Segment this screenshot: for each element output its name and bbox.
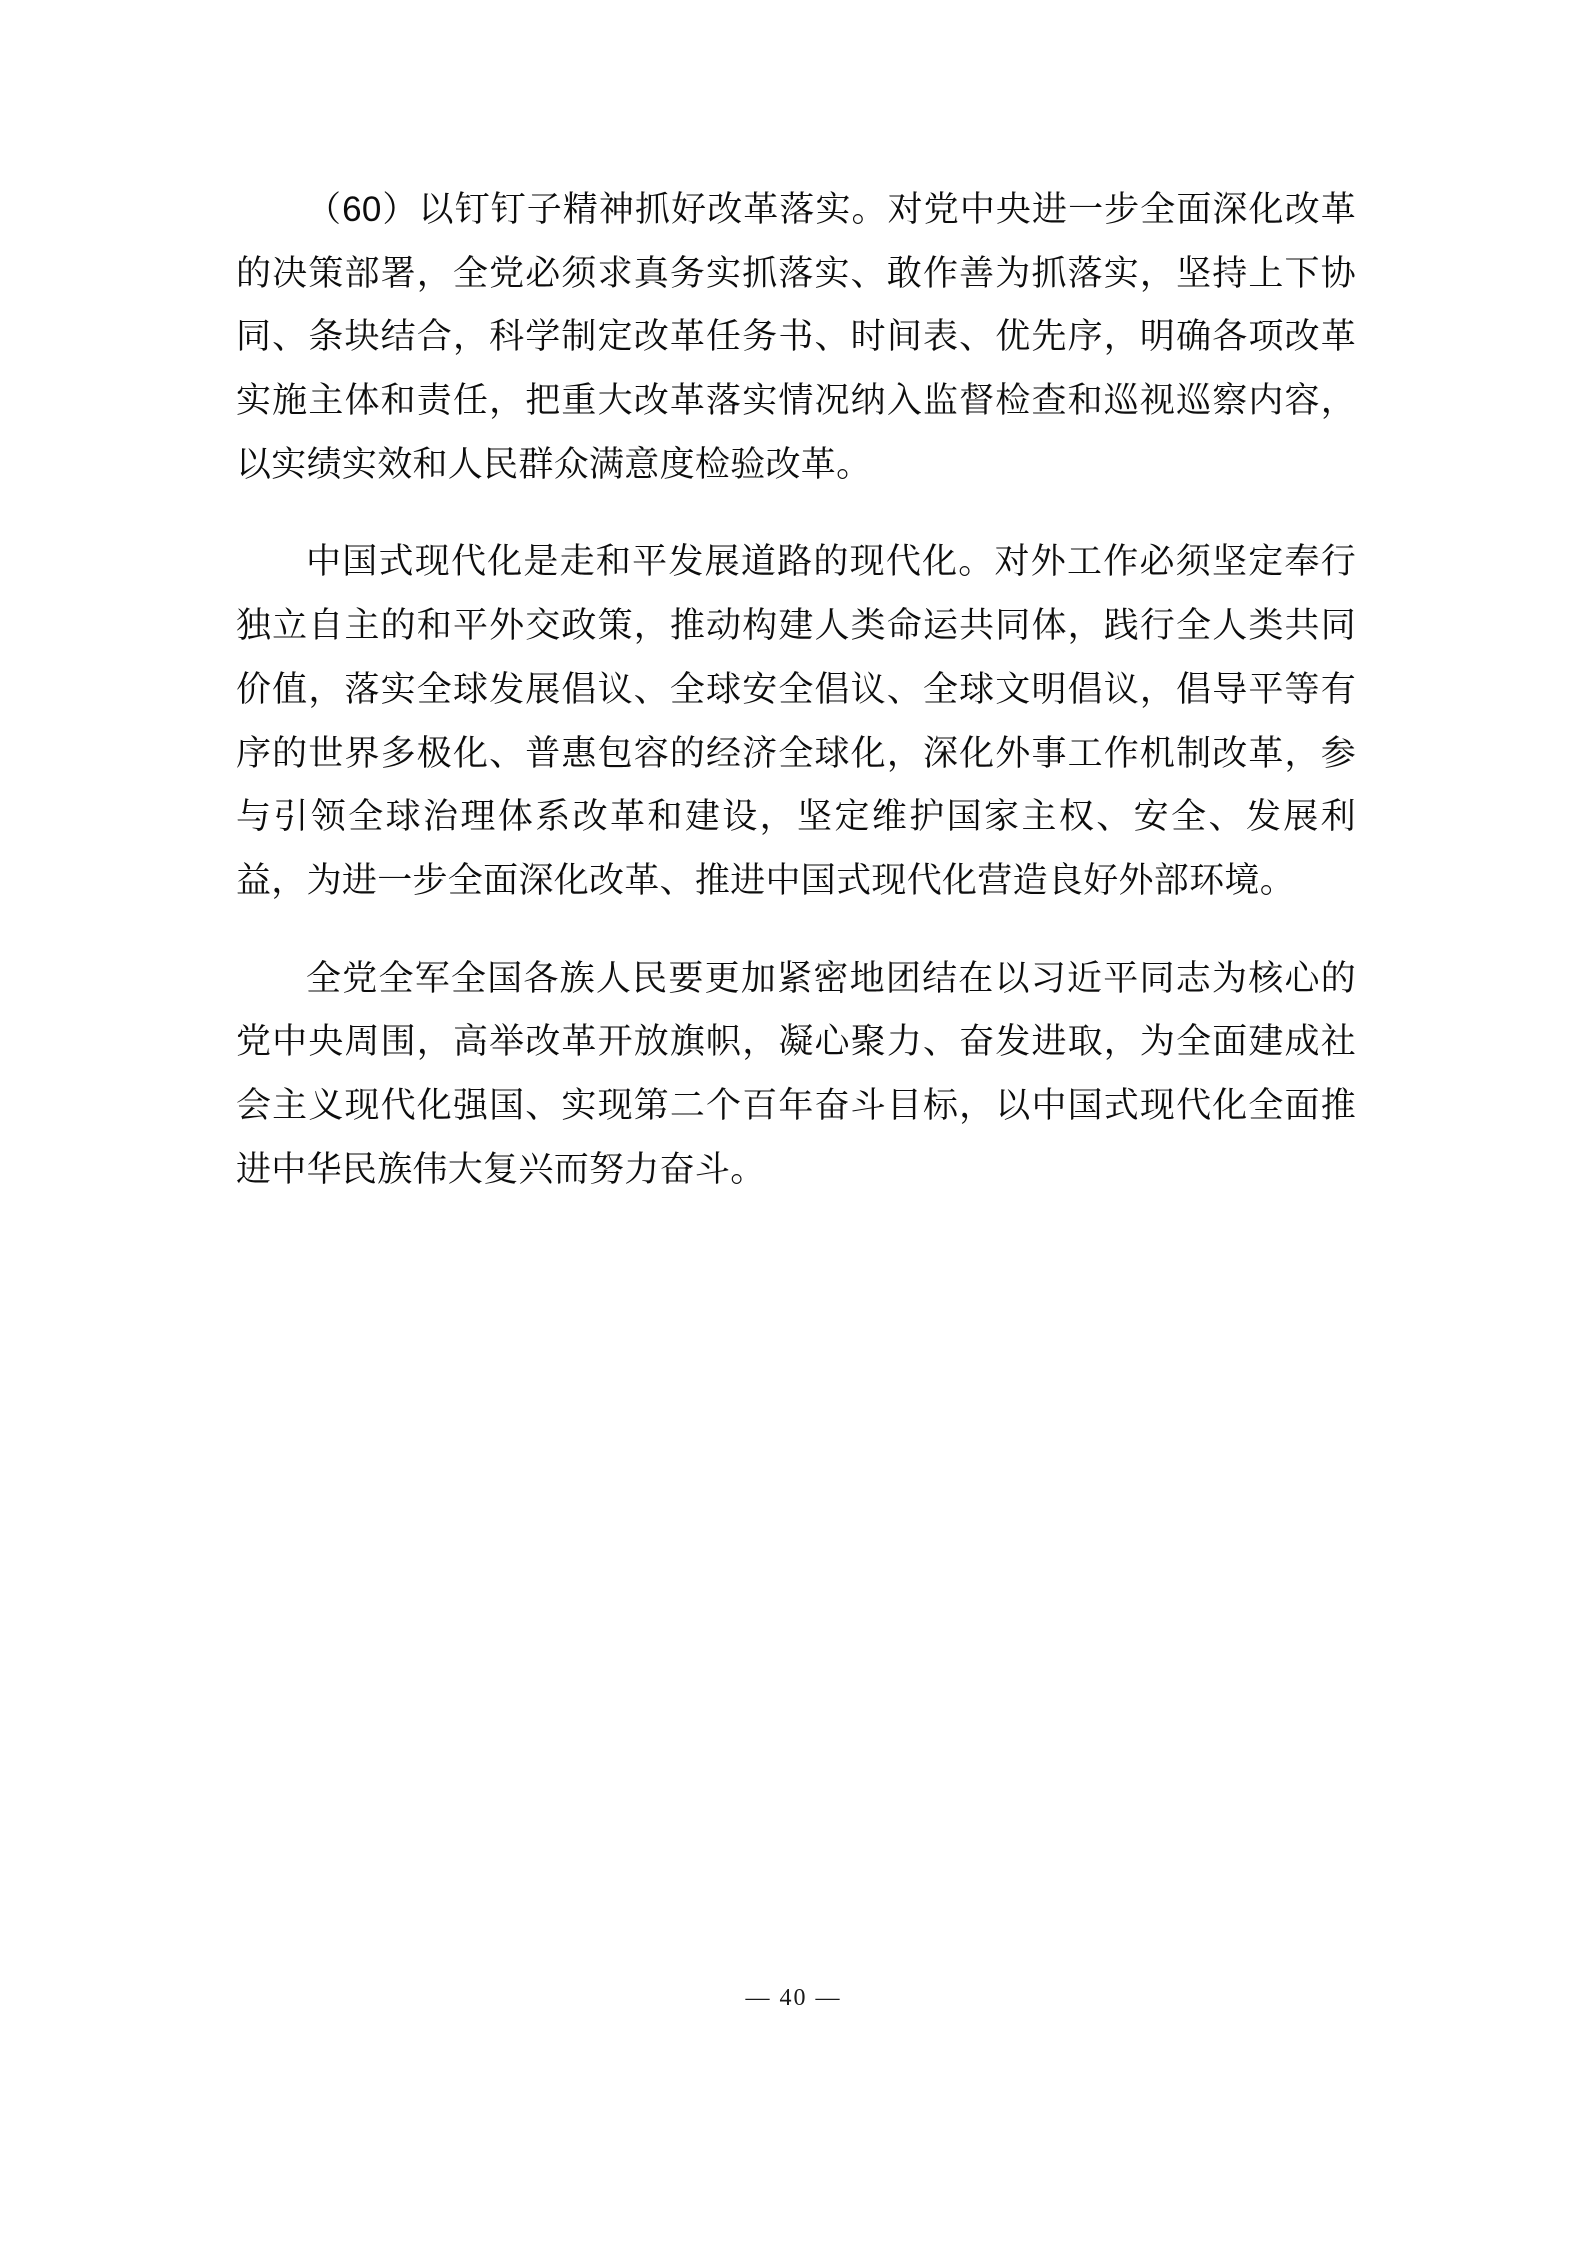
- page-footer: [0, 1985, 1587, 2012]
- document-body: [236, 178, 1356, 1201]
- paragraph-modernization: 中国式现代化是走和平发展道路的现代化。对外工作必须坚定奉行独立自主的和平外交政策，推动构建人类命运共同体，践行全人类共同价值，落实全球发展倡议、全球安全倡议、全球文明倡议，倡导平等有序的世界多极化、普惠包容的经济全球化，深化外事工作机制改革，参与引领全球治理体系改革和建设，坚定维护国家主权、安全、发展利益，为进一步全面深化改革、推进中国式现代化营造良好外部环境。: [236, 542, 1356, 900]
- paragraph-closing: 全党全军全国各族人民要更加紧密地团结在以习近平同志为核心的党中央周围，高举改革开放旗帜，凝心聚力、奋发进取，为全面建成社会主义现代化强国、实现第二个百年奋斗目标，以中国式现代化全面推进中华民族伟大复兴而努力奋斗。: [236, 958, 1356, 1189]
- page-number: — 40 —: [745, 1985, 842, 2011]
- paragraph-60: （60）以钉钉子精神抓好改革落实。对党中央进一步全面深化改革的决策部署，全党必须求真务实抓落实、敢作善为抓落实，坚持上下协同、条块结合，科学制定改革任务书、时间表、优先序，明确各项改革实施主体和责任，把重大改革落实情况纳入监督检查和巡视巡察内容，以实绩实效和人民群众满意度检验改革。: [236, 190, 1356, 484]
